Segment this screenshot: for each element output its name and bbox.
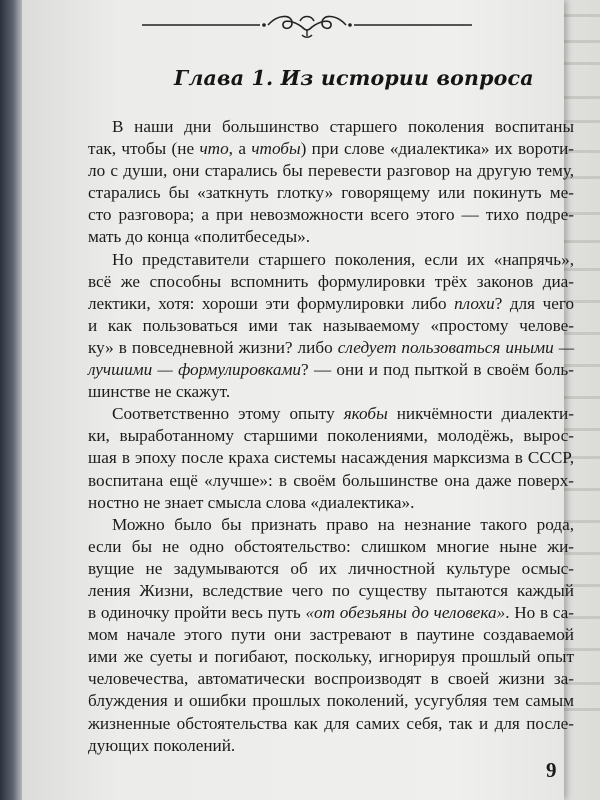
- text-segment: шинстве не скажут.: [88, 382, 231, 402]
- text-segment: ? — они и под пыткой в своём боль-: [301, 360, 574, 380]
- text-segment: , а: [228, 139, 252, 159]
- text-line: [88, 138, 574, 160]
- text-segment: Соответственно этому опыту: [112, 404, 344, 424]
- text-line: [88, 713, 574, 735]
- text-segment: всё же способны вспомнить формулировки трёх законов диа-: [88, 271, 574, 291]
- paragraph: [88, 116, 574, 249]
- text-line: [88, 558, 574, 580]
- italic-text: что: [199, 139, 229, 159]
- italic-text: чтобы: [251, 139, 301, 159]
- text-line: [88, 271, 574, 293]
- text-segment: жизненные обстоятельства как для самих себя, так и для после-: [88, 713, 574, 733]
- text-segment: воспитана ещё «лучше»: в своём большинстве она даже поверх-: [88, 470, 574, 490]
- book-spine-edge: [0, 0, 22, 800]
- text-segment: ления Жизни, вследствие чего по существу пытаются каждый: [88, 580, 574, 600]
- paragraph: [88, 403, 574, 513]
- text-segment: В наши дни большинство старшего поколения воспитаны: [112, 117, 574, 136]
- text-segment: человечества, автоматически воспроизводят в своей жизни за-: [88, 669, 574, 689]
- text-line: [88, 447, 574, 469]
- text-segment: старались бы «заткнуть глотку» говорящему или покинуть ме-: [88, 183, 574, 203]
- text-line: [88, 249, 574, 271]
- text-segment: шая в эпоху после краха системы насаждения марксизма в СССР,: [88, 448, 574, 468]
- text-line: [88, 536, 574, 558]
- book-page: [22, 0, 574, 800]
- text-segment: ностно не знает смысла слова «диалектика».: [88, 492, 415, 512]
- text-line: [88, 690, 574, 712]
- text-segment: сто разговора; а при невозможности всего этого — тихо подре-: [88, 205, 574, 225]
- italic-text: плохи: [454, 293, 495, 313]
- text-line: [88, 735, 574, 757]
- text-segment: дующих поколений.: [88, 735, 236, 755]
- text-line: [88, 624, 574, 646]
- text-line: [88, 580, 574, 602]
- text-line: [88, 293, 574, 315]
- text-line: [88, 359, 574, 381]
- text-segment: ку» в повседневной жизни? либо: [88, 337, 338, 357]
- paragraph: [88, 514, 574, 757]
- text-segment: в одиночку пройти весь путь: [88, 603, 306, 623]
- text-line: [88, 646, 574, 668]
- text-segment: так, чтобы (не: [88, 139, 200, 159]
- text-segment: если бы не одно обстоятельство: слишком многие ныне жи-: [88, 536, 574, 556]
- text-segment: мом начале этого пути они застревают в паутине создаваемой: [88, 625, 574, 645]
- chapter-title: Глава 1. Из истории вопроса: [174, 66, 534, 90]
- text-segment: ) при слове «диалектика» их вороти-: [300, 139, 574, 159]
- text-segment: мать до конца «политбеседы».: [88, 227, 311, 247]
- text-line: [88, 116, 574, 138]
- text-line: [88, 425, 574, 447]
- text-segment: Можно было бы признать право на незнание такого рода,: [112, 514, 574, 534]
- text-line: [88, 204, 574, 226]
- text-segment: Но представители старшего поколения, если их «напрячь»,: [112, 249, 574, 269]
- italic-text: якобы: [343, 404, 388, 424]
- italic-text: следует пользоваться иными —: [337, 337, 574, 357]
- text-line: [88, 602, 574, 624]
- text-segment: ими же суеты и погибают, поскольку, игнорируя прошлый опыт: [88, 647, 574, 667]
- text-segment: блуждения и ошибки прошлых поколений, усугубляя тем самым: [88, 691, 574, 711]
- text-line: [88, 492, 574, 514]
- text-line: [88, 403, 574, 425]
- text-segment: лектики, хотя: хороши эти формулировки либо: [88, 293, 455, 313]
- text-line: [88, 182, 574, 204]
- text-line: [88, 668, 574, 690]
- text-line: [88, 381, 574, 403]
- text-line: [88, 337, 574, 359]
- italic-text: «от обезьяны до человека»: [305, 603, 506, 623]
- flourish-divider-icon: [142, 8, 472, 42]
- text-line: [88, 470, 574, 492]
- text-segment: никчёмности диалекти-: [387, 404, 574, 424]
- text-segment: . Но в са-: [505, 603, 574, 623]
- chapter-body-text: [88, 116, 574, 757]
- text-segment: вущие не задумываются об их личностной культуре осмыс-: [88, 558, 574, 578]
- italic-text: лучшими — формулировками: [88, 360, 302, 380]
- text-line: [88, 226, 574, 248]
- text-line: [88, 514, 574, 536]
- text-segment: ? для чего: [494, 293, 574, 313]
- paragraph: [88, 249, 574, 404]
- text-segment: и как пользоваться ими так называемому «простому челове-: [88, 315, 574, 335]
- page-number: 9: [546, 758, 557, 782]
- text-line: [88, 315, 574, 337]
- text-segment: ло с души, они старались бы перевести разговор на другую тему,: [88, 161, 574, 181]
- text-line: [88, 160, 574, 182]
- text-segment: ки, выработанному старшими поколениями, молодёжь, вырос-: [88, 426, 574, 446]
